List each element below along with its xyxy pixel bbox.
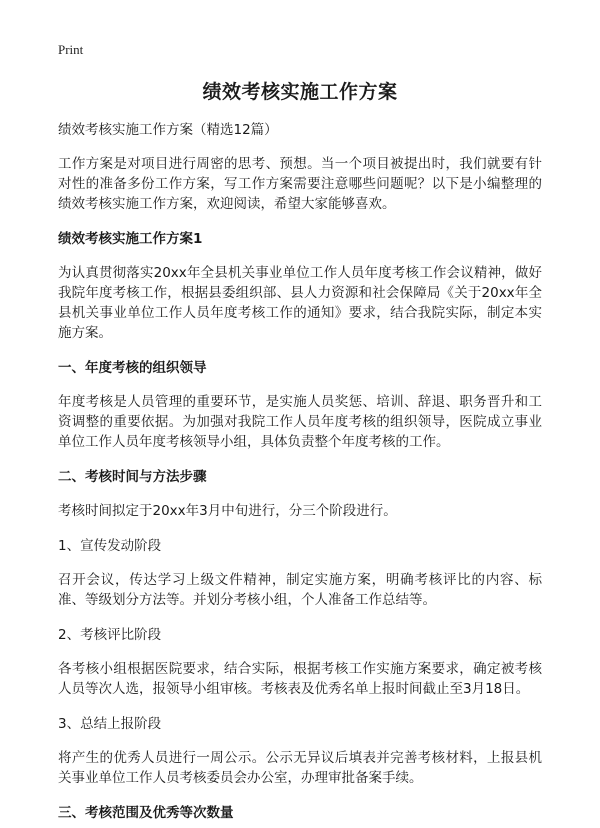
section-3-heading: 三、考核范围及优秀等次数量	[58, 805, 234, 821]
step-2-heading: 2、考核评比阶段	[58, 627, 162, 643]
plan-1-heading: 绩效考核实施工作方案1	[58, 231, 203, 247]
document-title: 绩效考核实施工作方案	[202, 81, 398, 103]
section-1-heading: 一、年度考核的组织领导	[58, 360, 207, 376]
step-2-paragraph: 各考核小组根据医院要求，结合实际，根据考核工作实施方案要求，确定被考核人员等次人选，报领导小组审核。考核表及优秀名单上报时间截止至3月18日。	[58, 661, 542, 697]
intro-paragraph: 工作方案是对项目进行周密的思考、预想。当一个项目被提出时，我们就要有针对性的准备多份工作方案，写工作方案需要注意哪些问题呢？以下是小编整理的绩效考核实施工作方案，欢迎阅读，希望大家能够喜欢。	[58, 156, 542, 212]
step-3-heading: 3、总结上报阶段	[58, 716, 162, 732]
section-2-paragraph: 考核时间拟定于20xx年3月中旬进行，分三个阶段进行。	[58, 503, 397, 519]
section-2-heading: 二、考核时间与方法步骤	[58, 469, 207, 485]
print-label[interactable]: Print	[58, 42, 84, 57]
section-1-paragraph: 年度考核是人员管理的重要环节，是实施人员奖惩、培训、辞退、职务晋升和工资调整的重要依据。为加强对我院工作人员年度考核的组织领导，医院成立事业单位工作人员年度考核领导小组，具体负责整个年度考核的工作。	[58, 394, 542, 450]
step-3-paragraph: 将产生的优秀人员进行一周公示。公示无异议后填表并完善考核材料，上报县机关事业单位工作人员考核委员会办公室，办理审批备案手续。	[58, 750, 542, 786]
step-1-heading: 1、宣传发动阶段	[58, 538, 162, 554]
plan-1-intro-paragraph: 为认真贯彻落实20xx年全县机关事业单位工作人员年度考核工作会议精神，做好我院年度考核工作，根据县委组织部、县人力资源和社会保障局《关于20xx年全县机关事业单位工作人员年度考核工作的通知》要求，结合我院实际，制定本实施方案。	[58, 265, 542, 341]
document-subtitle: 绩效考核实施工作方案（精选12篇）	[58, 122, 278, 138]
step-1-paragraph: 召开会议，传达学习上级文件精神，制定实施方案，明确考核评比的内容、标准、等级划分方法等。并划分考核小组，个人准备工作总结等。	[58, 572, 542, 608]
